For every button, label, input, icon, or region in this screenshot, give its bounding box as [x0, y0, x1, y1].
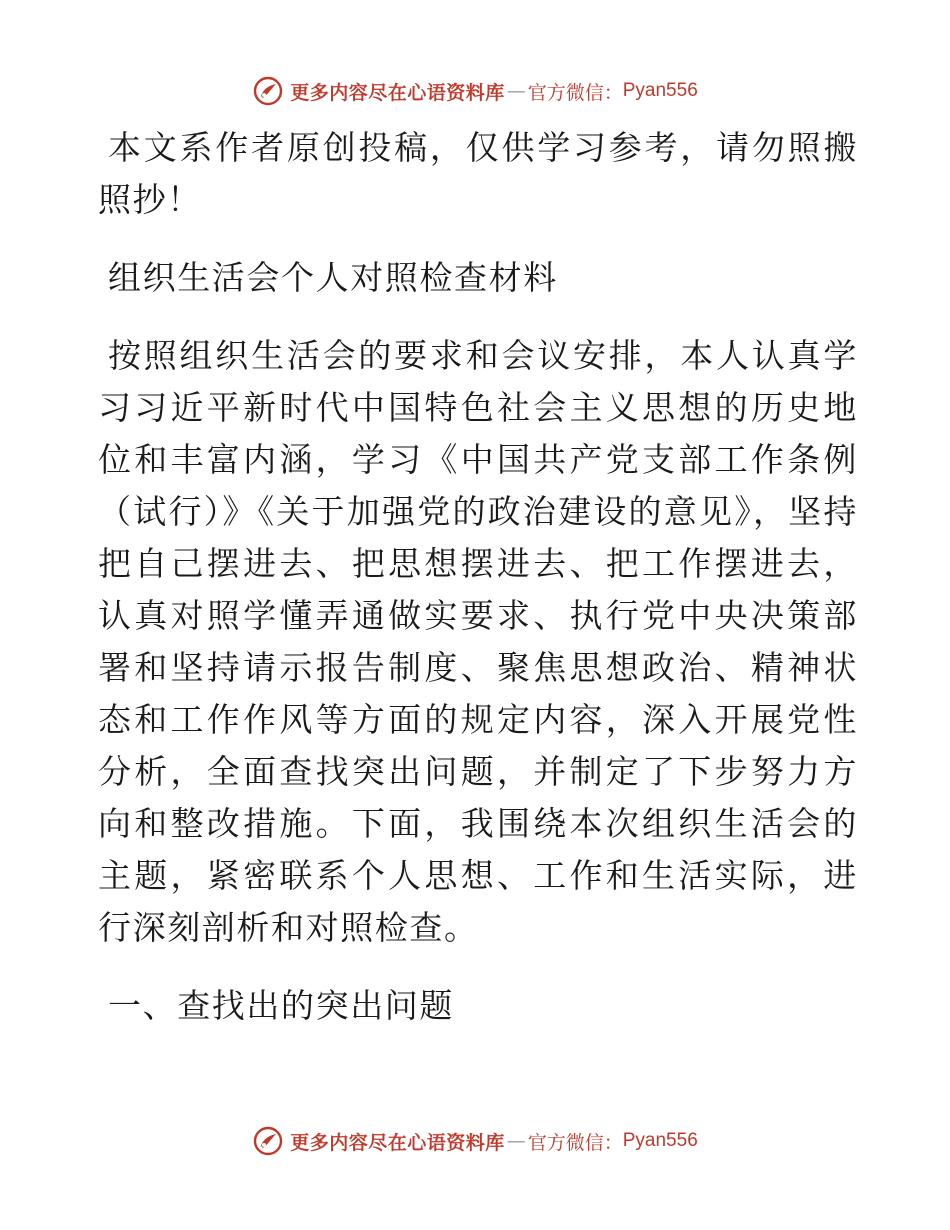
- document-title: 组织生活会个人对照检查材料: [108, 258, 558, 297]
- intro-paragraph: 按照组织生活会的要求和会议安排，本人认真学习习近平新时代中国特色社会主义思想的历史地位和丰富内涵，学习《中国共产党支部工作条例（试行）》《关于加强党的政治建设的意见》，坚持把自己摆进去、把思想摆进去、把工作摆进去，认真对照学懂弄通做实要求、执行党中央决策部署和坚持请示报告制度、聚焦思想政治、精神状态和工作作风等方面的规定内容，深入开展党性分析，全面查找突出问题，并制定了下步努力方向和整改措施。下面，我围绕本次组织生活会的主题，紧密联系个人思想、工作和生活实际，进行深刻剖析和对照检查。: [98, 336, 858, 947]
- watermark-site-text: 更多内容尽在心语资料库: [290, 1131, 505, 1154]
- watermark-wechat-id: Pyan556: [622, 1130, 698, 1151]
- brand-logo-icon: [252, 75, 284, 107]
- header-watermark: [0, 71, 950, 111]
- brand-logo-icon: [252, 1125, 284, 1157]
- watermark-dash: —: [506, 1130, 526, 1152]
- document-body: [98, 122, 858, 1058]
- watermark-site-text: 更多内容尽在心语资料库: [290, 81, 505, 104]
- watermark-wechat-label: 官方微信：: [527, 81, 623, 104]
- section-heading-1: 一、查找出的突出问题: [108, 986, 454, 1025]
- copyright-notice: 本文系作者原创投稿，仅供学习参考，请勿照搬照抄！: [98, 128, 858, 219]
- watermark-wechat-label: 官方微信：: [527, 1131, 623, 1154]
- watermark-dash: —: [506, 80, 526, 102]
- watermark-wechat-id: Pyan556: [622, 80, 698, 101]
- footer-watermark: [0, 1121, 950, 1161]
